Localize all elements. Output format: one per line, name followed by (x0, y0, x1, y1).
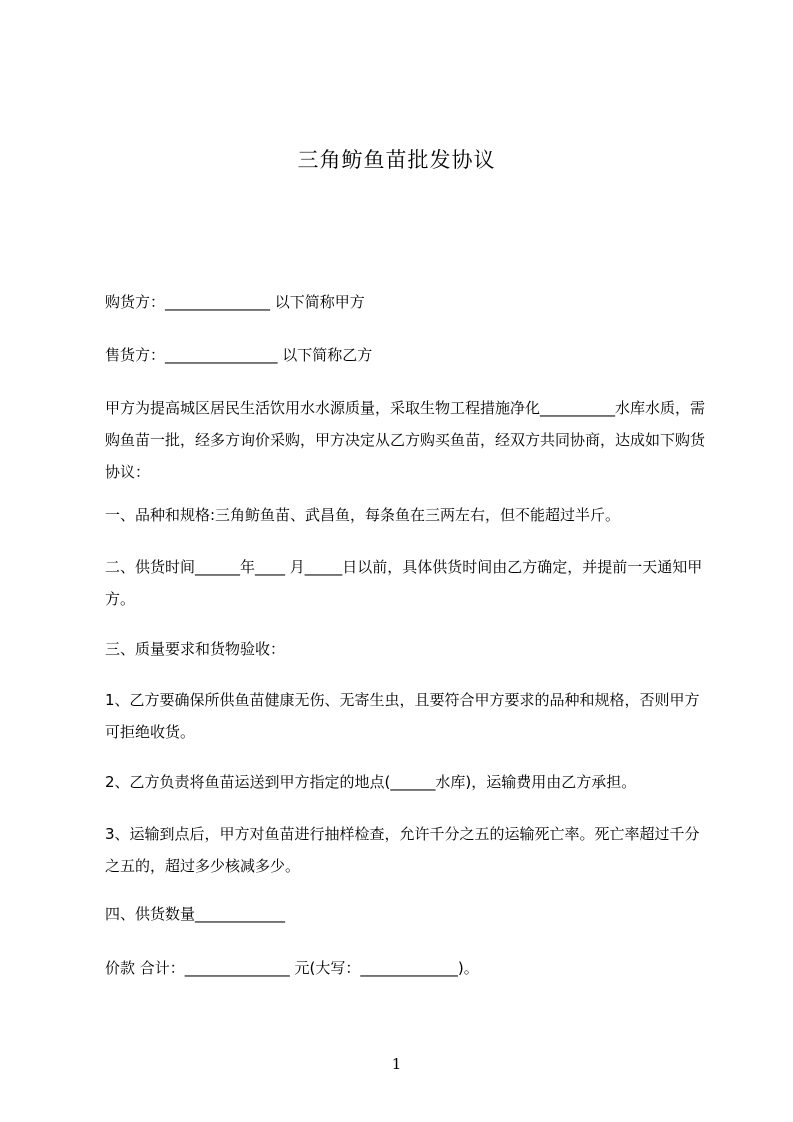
clause-variety-spec: 一、品种和规格:三角鲂鱼苗、武昌鱼，每条鱼在三两左右，但不能超过半斤。 (105, 506, 621, 524)
seller-line: 售货方：_______________ 以下简称乙方 (105, 346, 373, 364)
page-number: 1 (391, 1055, 402, 1073)
clause-quality-heading: 三、质量要求和货物验收： (105, 640, 286, 658)
clause-quantity: 四、供货数量____________ (105, 905, 286, 923)
clause-delivery-time: 二、供货时间______年____ 月_____日以前，具体供货时间由乙方确定，并提前一天通知甲方。 (105, 558, 703, 608)
document-title: 三角鲂鱼苗批发协议 (297, 148, 496, 172)
clause-quality-item-3: 3、运输到点后，甲方对鱼苗进行抽样检查，允许千分之五的运输死亡率。死亡率超过千分之五的，超过多少核减多少。 (105, 825, 700, 875)
price-total-line: 价款 合计：______________ 元(大写：_____________)。 (105, 959, 479, 977)
buyer-line: 购货方：______________ 以下简称甲方 (105, 293, 365, 311)
clause-quality-item-1: 1、乙方要确保所供鱼苗健康无伤、无寄生虫，且要符合甲方要求的品种和规格，否则甲方可拒绝收货。 (105, 691, 700, 741)
preamble-paragraph: 甲方为提高城区居民生活饮用水水源质量，采取生物工程措施净化__________水库水质，需购鱼苗一批，经多方询价采购，甲方决定从乙方购买鱼苗，经双方共同协商，达成如下购货协议： (105, 399, 706, 481)
clause-quality-item-2: 2、乙方负责将鱼苗运送到甲方指定的地点(______水库)，运输费用由乙方承担。 (105, 773, 637, 791)
